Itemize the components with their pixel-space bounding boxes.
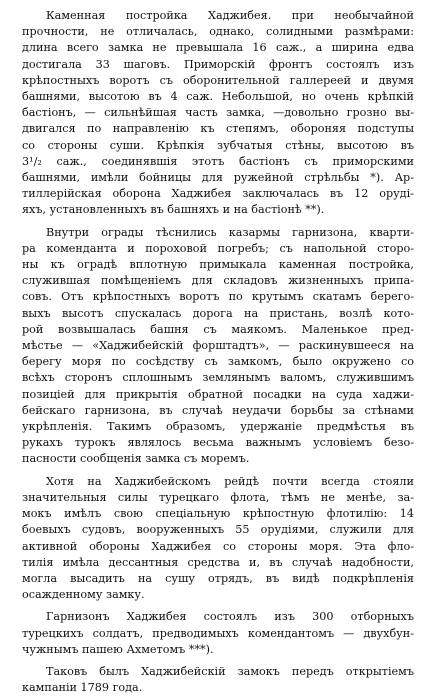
text-line: укрѣпленія. Такимъ образомъ, удержаніе предмѣстья въ xyxy=(22,420,414,434)
text-line: мѣстье — «Хаджибейскій форштадтъ», — раскинувшееся на xyxy=(22,339,414,353)
text-line: Гарнизонъ Хаджибея состоялъ изъ 300 отборныхъ xyxy=(46,610,414,624)
text-line: активной обороны Хаджибея со стороны моря. Эта фло- xyxy=(22,539,414,553)
text-line: бастіонъ, — сильнѣйшая часть замка, —довольно грозно вы- xyxy=(22,106,414,120)
text-line: яхъ, установленныхъ въ башняхъ и на бастіонѣ **). xyxy=(22,203,325,217)
paragraph-4 xyxy=(22,609,414,658)
text-line: башнями, имѣли бойницы для ружейной стрѣльбы *). Ар- xyxy=(22,171,414,185)
text-line: длина всего замка не превышала 16 саж., а ширина едва xyxy=(22,41,414,55)
text-line: Таковъ былъ Хаджибейскій замокъ передъ открытіемъ xyxy=(46,664,414,678)
text-line: Хотя на Хаджибейскомъ рейдѣ почти всегда стояли xyxy=(46,474,414,488)
text-line: ны къ оградѣ вплотную примыкала каменная постройка, xyxy=(22,258,414,272)
text-line: рукахъ турокъ являлось весьма важнымъ условіемъ безо- xyxy=(22,436,414,450)
text-line: совъ. Отъ крѣпостныхъ воротъ по крутымъ скатамъ берего- xyxy=(22,290,414,304)
text-line: выхъ высотъ спускалась дорога на пристань, возлѣ кото- xyxy=(22,306,414,320)
text-line: достигала 33 шаговъ. Приморскій фронтъ состоялъ изъ xyxy=(22,57,414,71)
text-line: всѣхъ сторонъ сплошнымъ землянымъ валомъ, служившимъ xyxy=(22,371,414,385)
text-line: крѣпостныхъ воротъ съ оборонительной галлереей и двумя xyxy=(22,73,414,87)
text-line: пасности сообщенія замка съ моремъ. xyxy=(22,452,250,466)
text-line: могла высадить на сушу отрядъ, въ видѣ подкрѣпленія xyxy=(22,571,414,585)
text-line: турецкихъ солдатъ, предводимыхъ комендантомъ — двухбун- xyxy=(22,626,414,640)
text-line: 3¹/₂ саж., соединявшія этотъ бастіонъ съ приморскими xyxy=(22,154,414,168)
text-line: со стороны суши. Крѣпкія зубчатыя стѣны, высотою въ xyxy=(22,138,414,152)
text-line: Внутри ограды тѣснились казармы гарнизона, кварти- xyxy=(46,225,414,239)
text-line: Каменная постройка Хаджибея. при необычайной xyxy=(46,9,414,22)
text-line: позиціей для прикрытія обратной посадки на суда хаджи- xyxy=(22,387,414,401)
paragraph-5 xyxy=(22,664,414,696)
text-line: значительныя силы турецкаго флота, тѣмъ не менѣе, за- xyxy=(22,490,414,504)
text-line: чужнымъ пашею Ахметомъ ***). xyxy=(22,642,214,656)
text-line: мокъ имѣлъ свою спеціальную крѣпостную флотилію: 14 xyxy=(22,507,414,521)
text-line: ра коменданта и пороховой погребъ; съ напольной сторо- xyxy=(22,241,414,255)
paragraph-2 xyxy=(22,225,414,468)
paragraph-3 xyxy=(22,474,414,604)
text-line: берегу моря по сосѣдству съ замкомъ, было окружено со xyxy=(22,355,414,369)
text-line: прочности, не отличалась, однако, солидными размѣрами: xyxy=(22,25,414,39)
text-line: бейскаго гарнизона, въ случаѣ неудачи борьбы за стѣнами xyxy=(22,403,414,417)
text-line: осажденному замку. xyxy=(22,588,145,602)
text-line: боевыхъ судовъ, вооруженныхъ 55 орудіями, служили для xyxy=(22,523,414,537)
text-line: рой возвышалась башня съ маякомъ. Маленькое пред- xyxy=(22,322,414,336)
paragraph-1 xyxy=(22,8,414,219)
text-line: башнями, высотою въ 4 саж. Небольшой, но очень крѣпкій xyxy=(22,90,414,104)
text-line: тиллерійская оборона Хаджибея заключалась въ 12 оруді- xyxy=(22,187,414,201)
text-line: двигался по направленію къ степямъ, обороняя подступы xyxy=(22,122,414,136)
text-line: тилія имѣла дессантныя средства и, въ случаѣ надобности, xyxy=(22,555,414,569)
text-line: служившая помѣщеніемъ для складовъ жизненныхъ припа- xyxy=(22,274,414,288)
text-line: кампаніи 1789 года. xyxy=(22,681,143,695)
